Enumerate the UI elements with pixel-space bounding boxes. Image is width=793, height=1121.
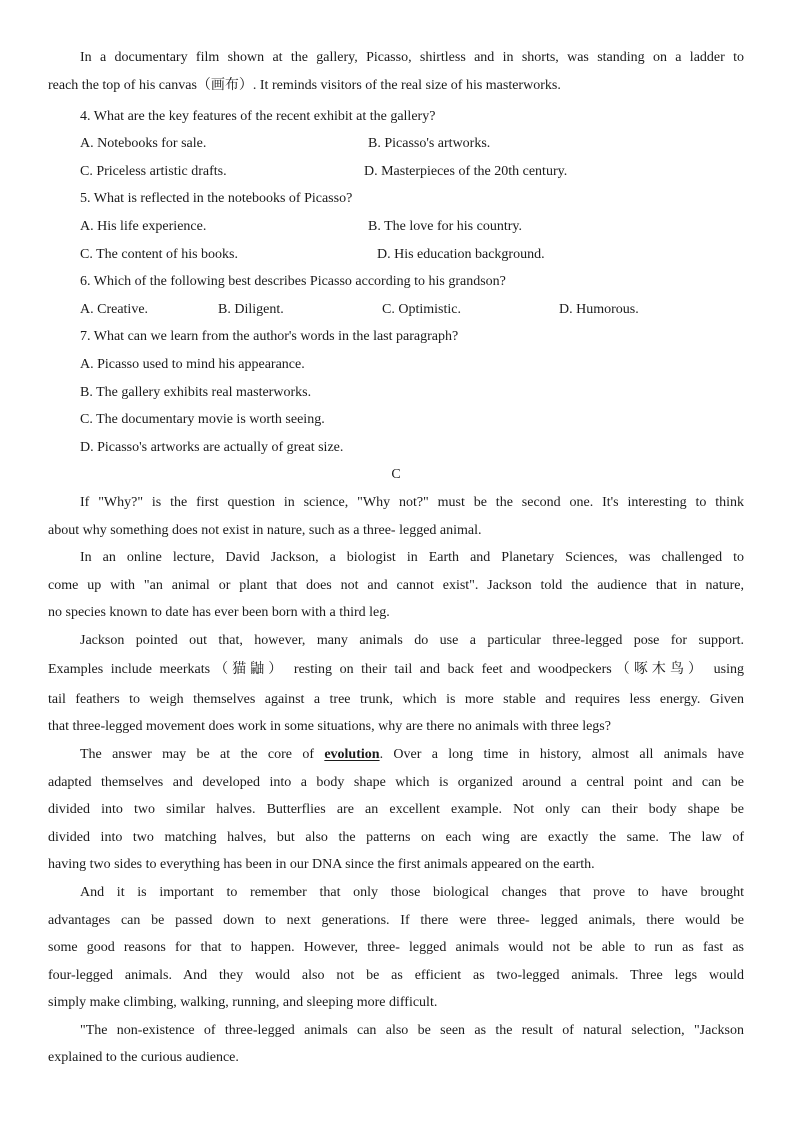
paragraph-line: divided into two matching halves, but also the patterns on each wing are exactly the same. The law of [48, 830, 744, 845]
q5-option-b: B. The love for his country. [368, 219, 522, 234]
text-run: The answer may be at the core of [80, 747, 325, 762]
paragraph-line: about why something does not exist in nature, such as a three- legged animal. [48, 523, 482, 538]
q5-option-c: C. The content of his books. [80, 247, 239, 262]
highlighted-word: evolution [324, 747, 380, 762]
section-heading: C [391, 467, 401, 482]
q7-option-a: A. Picasso used to mind his appearance. [80, 357, 305, 372]
paragraph-line: If "Why?" is the first question in science, "Why not?" must be the second one. It's interesting to think [80, 495, 744, 510]
q4-option-c: C. Priceless artistic drafts. [80, 164, 227, 179]
question-7-stem: 7. What can we learn from the author's words in the last paragraph? [80, 329, 459, 344]
q7-option-b: B. The gallery exhibits real masterworks. [80, 385, 312, 400]
paragraph-line: adapted themselves and developed into a body shape which is organized around a central point and can be [48, 775, 744, 790]
q5-option-a: A. His life experience. [80, 219, 207, 234]
q6-option-b: B. Diligent. [218, 302, 284, 317]
passage-b-line: reach the top of his canvas（画布）. It reminds visitors of the real size of his masterworks. [48, 78, 561, 93]
paragraph-line: four-legged animals. And they would also not be as efficient as two-legged animals. Three legs would [48, 968, 744, 983]
q6-option-c: C. Optimistic. [382, 302, 461, 317]
text-run: . Over a long time in history, almost all animals have [379, 747, 744, 762]
paragraph-line: no species known to date has ever been born with a third leg. [48, 605, 390, 620]
q6-option-a: A. Creative. [80, 302, 149, 317]
paragraph-line: that three-legged movement does work in some situations, why are there no animals with three legs? [48, 719, 611, 734]
q4-option-a: A. Notebooks for sale. [80, 136, 207, 151]
paragraph-line: In an online lecture, David Jackson, a biologist in Earth and Planetary Sciences, was challenged to [80, 550, 744, 565]
paragraph-line: advantages can be passed down to next generations. If there were three- legged animals, there would be [48, 913, 744, 928]
q4-option-d: D. Masterpieces of the 20th century. [364, 164, 568, 179]
paragraph-line [80, 745, 744, 765]
question-5-stem: 5. What is reflected in the notebooks of Picasso? [80, 191, 353, 206]
paragraph-line: having two sides to everything has been in our DNA since the first animals appeared on the earth. [48, 857, 595, 872]
paragraph-line: come up with "an animal or plant that does not and cannot exist". Jackson told the audience that in nature, [48, 578, 744, 593]
paragraph-line: simply make climbing, walking, running, and sleeping more difficult. [48, 995, 438, 1010]
q5-option-d: D. His education background. [377, 247, 545, 262]
q6-option-d: D. Humorous. [559, 302, 639, 317]
paragraph-line: "The non-existence of three-legged animals can also be seen as the result of natural selection, "Jackson [80, 1023, 744, 1038]
question-6-stem: 6. Which of the following best describes Picasso according to his grandson? [80, 274, 506, 289]
paragraph-line: Examples include meerkats（猫鼬） resting on their tail and back feet and woodpeckers（啄木鸟） using [48, 662, 744, 677]
passage-b-line: In a documentary film shown at the gallery, Picasso, shirtless and in shorts, was standing on a ladder to [80, 50, 744, 65]
paragraph-line: And it is important to remember that only those biological changes that prove to have brought [80, 885, 744, 900]
paragraph-line: tail feathers to weigh themselves against a tree trunk, which is more stable and requires less energy. Given [48, 692, 744, 707]
q7-option-c: C. The documentary movie is worth seeing. [80, 412, 325, 427]
paragraph-line: divided into two similar halves. Butterflies are an excellent example. Not only can their body shape be [48, 802, 744, 817]
paragraph-line: some good reasons for that to happen. However, three- legged animals would not be able to run as fast as [48, 940, 744, 955]
question-4-stem: 4. What are the key features of the recent exhibit at the gallery? [80, 109, 436, 124]
q4-option-b: B. Picasso's artworks. [368, 136, 491, 151]
q7-option-d: D. Picasso's artworks are actually of great size. [80, 440, 344, 455]
paragraph-line: Jackson pointed out that, however, many animals do use a particular three-legged pose for support. [80, 633, 744, 648]
paragraph-line: explained to the curious audience. [48, 1050, 239, 1065]
